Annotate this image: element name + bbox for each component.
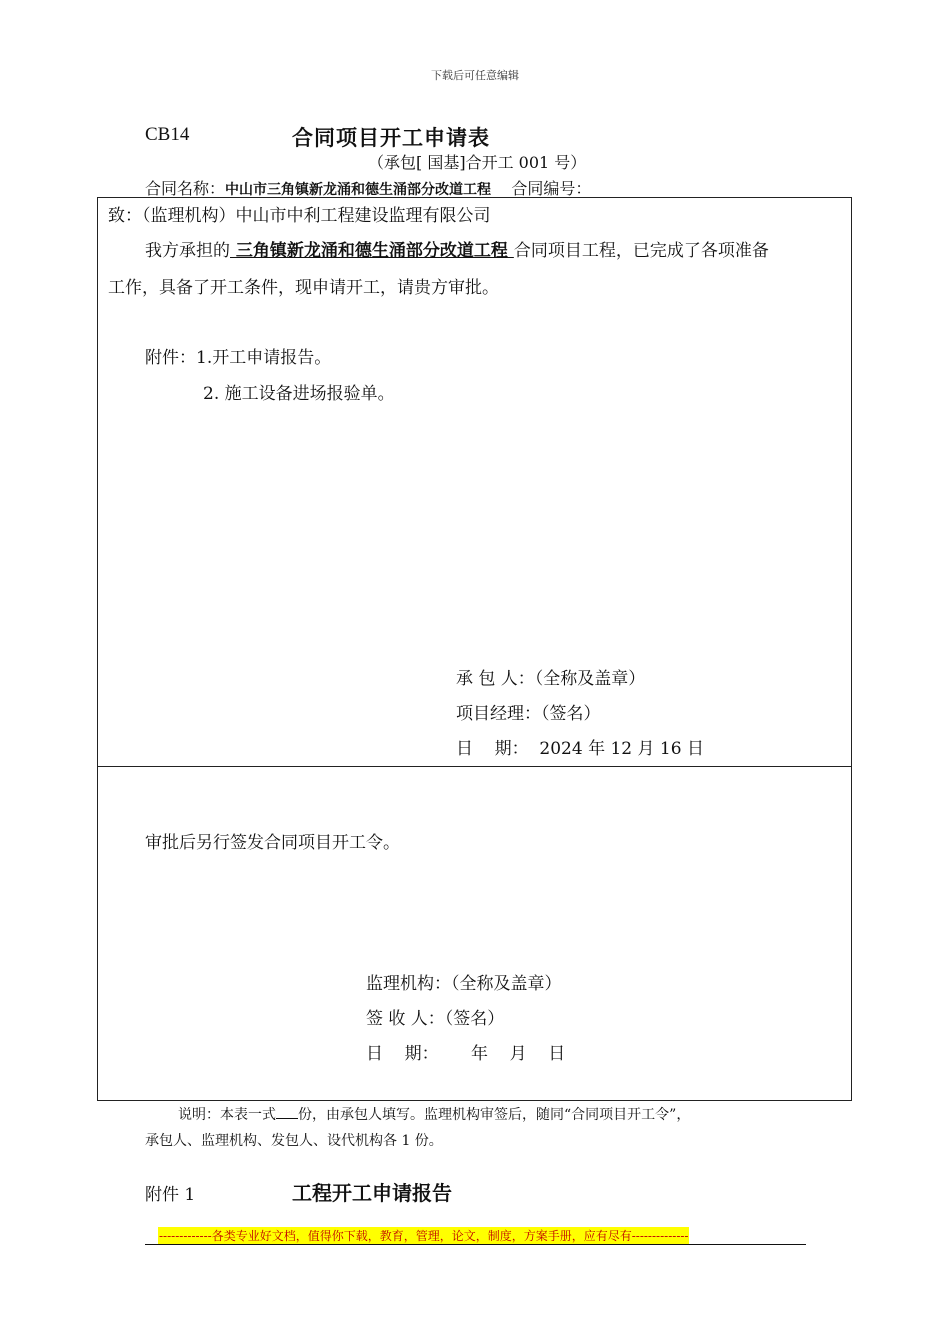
footer-rule — [145, 1244, 806, 1245]
attachments-label: 附件：1.开工申请报告。 — [145, 348, 332, 368]
project-name: 三角镇新龙涌和德生涌部分改道工程 — [230, 241, 514, 261]
form-serial: （承包[ 国基]合开工 001 号） — [368, 153, 587, 172]
body-suffix: 合同项目工程，已完成了各项准备 — [513, 241, 769, 261]
addressee: 致：（监理机构）中山市中利工程建设监理有限公司 — [108, 206, 491, 226]
annex-title: 工程开工申请报告 — [292, 1181, 452, 1205]
form-code: CB14 — [145, 124, 190, 145]
approval-text: 审批后另行签发合同项目开工令。 — [145, 833, 400, 853]
application-body-line2: 工作，具备了开工条件，现申请开工，请贵方审批。 — [108, 278, 499, 298]
note-line1 — [178, 1104, 690, 1124]
contract-line — [145, 176, 591, 199]
note-line2: 承包人、监理机构、发包人、设代机构各 1 份。 — [145, 1133, 443, 1149]
receiver-signature: 签 收 人：（签名） — [366, 1009, 505, 1029]
body-prefix: 我方承担的 — [145, 241, 230, 261]
footer-banner: -------------各类专业好文档，值得你下载，教育，管理，论文，制度，方案手册，应有尽有-------------- — [159, 1229, 689, 1243]
application-date: 日 期： 2024 年 12 月 16 日 — [456, 739, 704, 759]
contractor-signature: 承 包 人：（全称及盖章） — [456, 669, 646, 689]
form-title: 合同项目开工申请表 — [292, 126, 490, 150]
attachment-2: 2. 施工设备进场报验单。 — [203, 384, 395, 404]
header-note: 下载后可任意编辑 — [431, 69, 519, 82]
contract-name-label: 合同名称： — [145, 179, 226, 198]
note-suffix: 份，由承包人填写。监理机构审签后，随同“合同项目开工令”， — [298, 1107, 691, 1123]
project-manager-signature: 项目经理：（签名） — [456, 704, 601, 724]
contract-name: 中山市三角镇新龙涌和德生涌部分改道工程 — [225, 182, 492, 198]
copies-blank — [276, 1106, 298, 1119]
note-prefix: 说明：本表一式 — [178, 1107, 276, 1123]
annex-label: 附件 1 — [145, 1185, 196, 1205]
contract-no-label: 合同编号： — [511, 179, 592, 198]
approval-date: 日 期： 年 月 日 — [366, 1044, 566, 1064]
supervisor-signature: 监理机构：（全称及盖章） — [366, 974, 562, 994]
application-body-line1 — [145, 236, 769, 261]
